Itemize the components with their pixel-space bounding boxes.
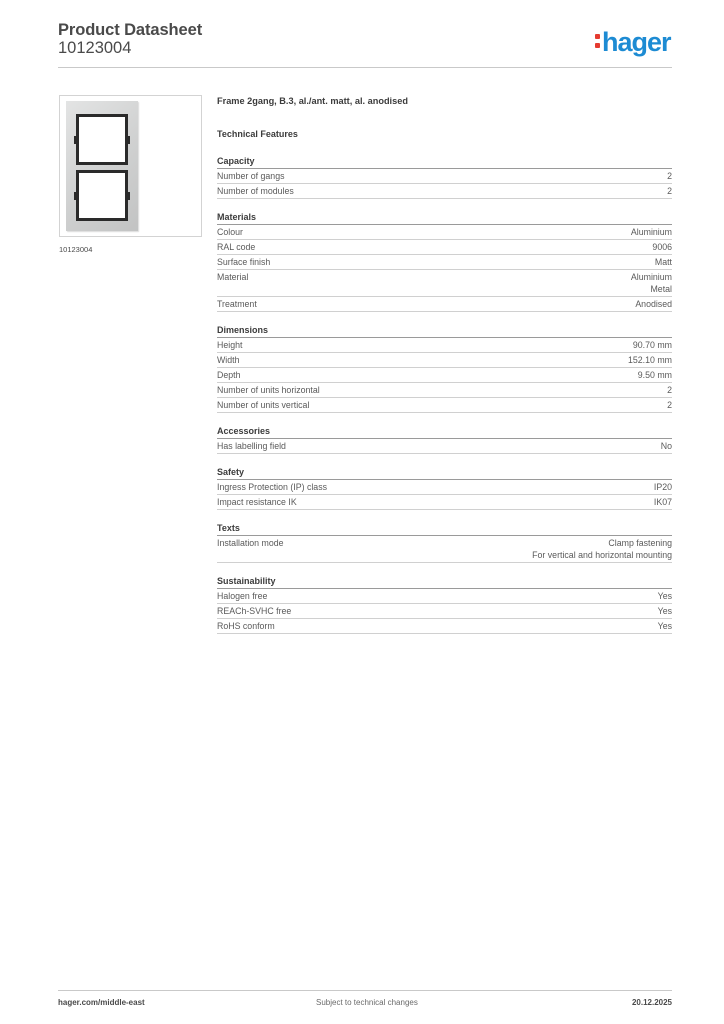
spec-label: Material [217,272,249,282]
spec-value-line: Anodised [635,299,672,309]
spec-row [217,338,672,353]
spec-row [217,604,672,619]
footer-website[interactable]: hager.com/middle-east [58,998,145,1007]
spec-value-line: IK07 [653,497,672,507]
section-title: Safety [217,466,672,480]
spec-value [655,256,672,268]
spec-value [631,226,672,238]
spec-sections [217,155,672,634]
spec-label: Number of gangs [217,171,285,181]
spec-value-line: Aluminium [630,227,672,237]
product-description: Frame 2gang, B.3, al./ant. matt, al. anodised [217,96,408,106]
section-title: Accessories [217,425,672,439]
spec-content [217,95,672,634]
section-title: Dimensions [217,324,672,338]
section-title: Materials [217,211,672,225]
spec-value-line: Metal [650,284,672,294]
spec-label: Treatment [217,299,257,309]
spec-section [217,425,672,454]
spec-label: Colour [217,227,243,237]
spec-value [667,170,672,182]
hager-logo [595,27,671,57]
spec-label: RAL code [217,242,256,252]
spec-value [532,537,672,561]
spec-row [217,169,672,184]
spec-value-line: 90.70 mm [632,340,672,350]
spec-label: Impact resistance IK [217,497,297,507]
spec-value [631,271,672,295]
spec-label: REACh-SVHC free [217,606,292,616]
features-heading: Technical Features [217,129,298,139]
spec-section [217,211,672,312]
spec-row [217,589,672,604]
spec-label: Number of modules [217,186,294,196]
spec-value-line: 2 [667,186,672,196]
spec-label: RoHS conform [217,621,275,631]
spec-value [667,185,672,197]
header-divider [58,67,672,68]
spec-value [661,440,672,452]
spec-value-line: 2 [667,400,672,410]
spec-label: Width [217,355,240,365]
footer-divider [58,990,672,991]
spec-value [667,399,672,411]
spec-row [217,297,672,312]
spec-row [217,495,672,510]
spec-section [217,324,672,413]
section-title: Capacity [217,155,672,169]
spec-value-line: 2 [667,171,672,181]
spec-value [658,620,672,632]
spec-row [217,225,672,240]
spec-value-line: For vertical and horizontal mounting [532,550,672,560]
spec-value-line: 152.10 mm [627,355,672,365]
spec-row [217,619,672,634]
spec-value-line: Clamp fastening [608,538,672,548]
section-title: Sustainability [217,575,672,589]
spec-row [217,255,672,270]
section-title: Texts [217,522,672,536]
image-caption: 10123004 [59,245,93,254]
spec-label: Depth [217,370,241,380]
spec-value [667,384,672,396]
frame-opening-top [76,114,128,165]
spec-value-line: 2 [667,385,672,395]
spec-value-line: Yes [657,606,672,616]
spec-section [217,155,672,199]
spec-row [217,398,672,413]
spec-value [658,590,672,602]
spec-value-line: 9.50 mm [637,370,672,380]
spec-row [217,536,672,563]
spec-label: Halogen free [217,591,268,601]
spec-row [217,383,672,398]
spec-label: Installation mode [217,538,284,548]
spec-value-line: IP20 [653,482,672,492]
spec-label: Ingress Protection (IP) class [217,482,327,492]
spec-value-line: Yes [657,591,672,601]
frame-opening-bottom [76,170,128,221]
spec-row [217,184,672,199]
spec-row [217,270,672,297]
spec-value [658,605,672,617]
spec-value [635,298,672,310]
spec-value [633,339,672,351]
product-image [59,95,202,237]
footer-date: 20.12.2025 [631,998,672,1007]
spec-label: Number of units vertical [217,400,310,410]
logo-text: hager [602,27,671,57]
spec-label: Height [217,340,243,350]
logo-dots-icon [595,34,601,52]
spec-section [217,522,672,563]
spec-row [217,368,672,383]
frame-2gang-illustration [66,101,138,231]
spec-label: Surface finish [217,257,271,267]
spec-row [217,353,672,368]
spec-row [217,480,672,495]
spec-value-line: No [660,441,672,451]
spec-section [217,466,672,510]
spec-value [654,496,672,508]
article-number: 10123004 [58,39,132,57]
spec-value [628,354,672,366]
spec-label: Number of units horizontal [217,385,320,395]
spec-row [217,240,672,255]
page-title: Product Datasheet [58,21,203,39]
spec-value-line: 9006 [652,242,672,252]
spec-value-line: Matt [654,257,672,267]
spec-row [217,439,672,454]
footer-notice: Subject to technical changes [316,998,418,1007]
spec-value-line: Yes [657,621,672,631]
spec-value [638,369,672,381]
spec-value [652,241,672,253]
spec-value-line: Aluminium [630,272,672,282]
spec-value [654,481,672,493]
spec-label: Has labelling field [217,441,286,451]
spec-section [217,575,672,634]
